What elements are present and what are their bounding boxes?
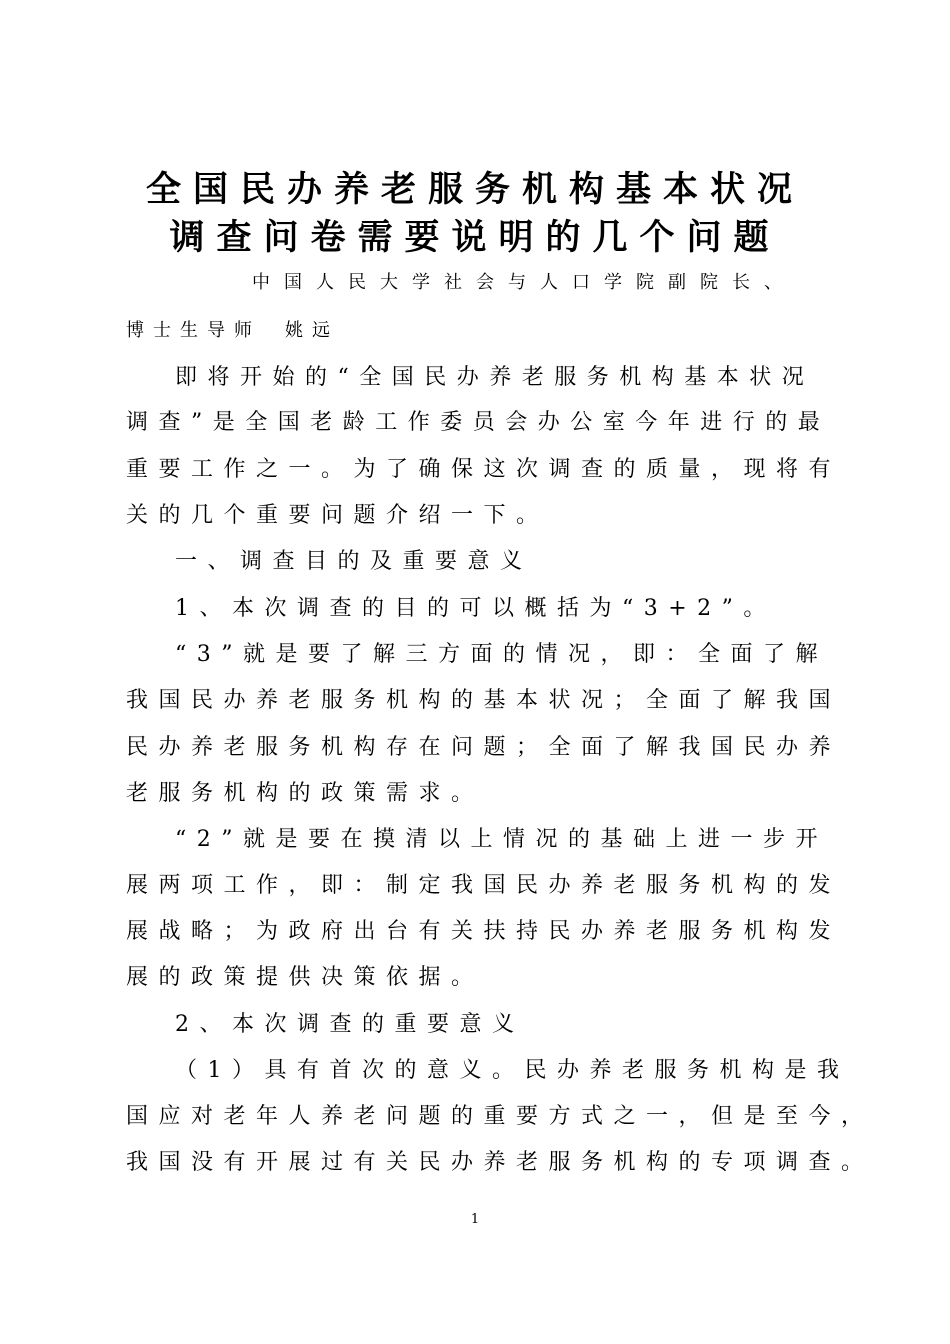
- section-heading: 一、调查目的及重要意义: [175, 549, 533, 574]
- subsection-heading: 1、本次调查的目的可以概括为“3+2”。: [175, 596, 776, 621]
- paragraph-line: 展两项工作，即：制定我国民办养老服务机构的发: [126, 873, 842, 898]
- paragraph-line: 重要工作之一。为了确保这次调查的质量，现将有: [126, 457, 842, 482]
- paragraph-line: “3”就是要了解三方面的情况，即：全面了解: [175, 642, 828, 667]
- document-title-line-2: 调查问卷需要说明的几个问题: [169, 218, 781, 258]
- paragraph-line: 我国没有开展过有关民办养老服务机构的专项调查。: [126, 1150, 874, 1175]
- author-role: 博士生导师: [126, 320, 261, 341]
- paragraph-line: 国应对老年人养老问题的重要方式之一，但是至今，: [126, 1104, 874, 1129]
- author-affiliation: 中国人民大学社会与人口学院副院长、: [252, 272, 796, 293]
- paragraph-line: 民办养老服务机构存在问题；全面了解我国民办养: [126, 735, 842, 760]
- author-name: 姚远: [285, 320, 339, 341]
- author-line: [126, 318, 339, 344]
- paragraph-line: 调查”是全国老龄工作委员会办公室今年进行的最: [126, 410, 831, 435]
- paragraph-line: 老服务机构的政策需求。: [126, 781, 484, 806]
- paragraph-line: 我国民办养老服务机构的基本状况；全面了解我国: [126, 688, 842, 713]
- paragraph-line: 关的几个重要问题介绍一下。: [126, 503, 549, 528]
- paragraph-line: 即将开始的“全国民办养老服务机构基本状况: [175, 365, 815, 390]
- paragraph-line: “2”就是要在摸清以上情况的基础上进一步开: [175, 827, 828, 852]
- paragraph-line: （1）具有首次的意义。民办养老服务机构是我: [175, 1058, 850, 1083]
- document-title-line-1: 全国民办养老服务机构基本状况: [145, 170, 804, 210]
- subsection-heading: 2、本次调查的重要意义: [175, 1012, 525, 1037]
- paragraph-line: 展的政策提供决策依据。: [126, 965, 484, 990]
- paragraph-line: 展战略；为政府出台有关扶持民办养老服务机构发: [126, 919, 842, 944]
- page-number: 1: [470, 1212, 480, 1227]
